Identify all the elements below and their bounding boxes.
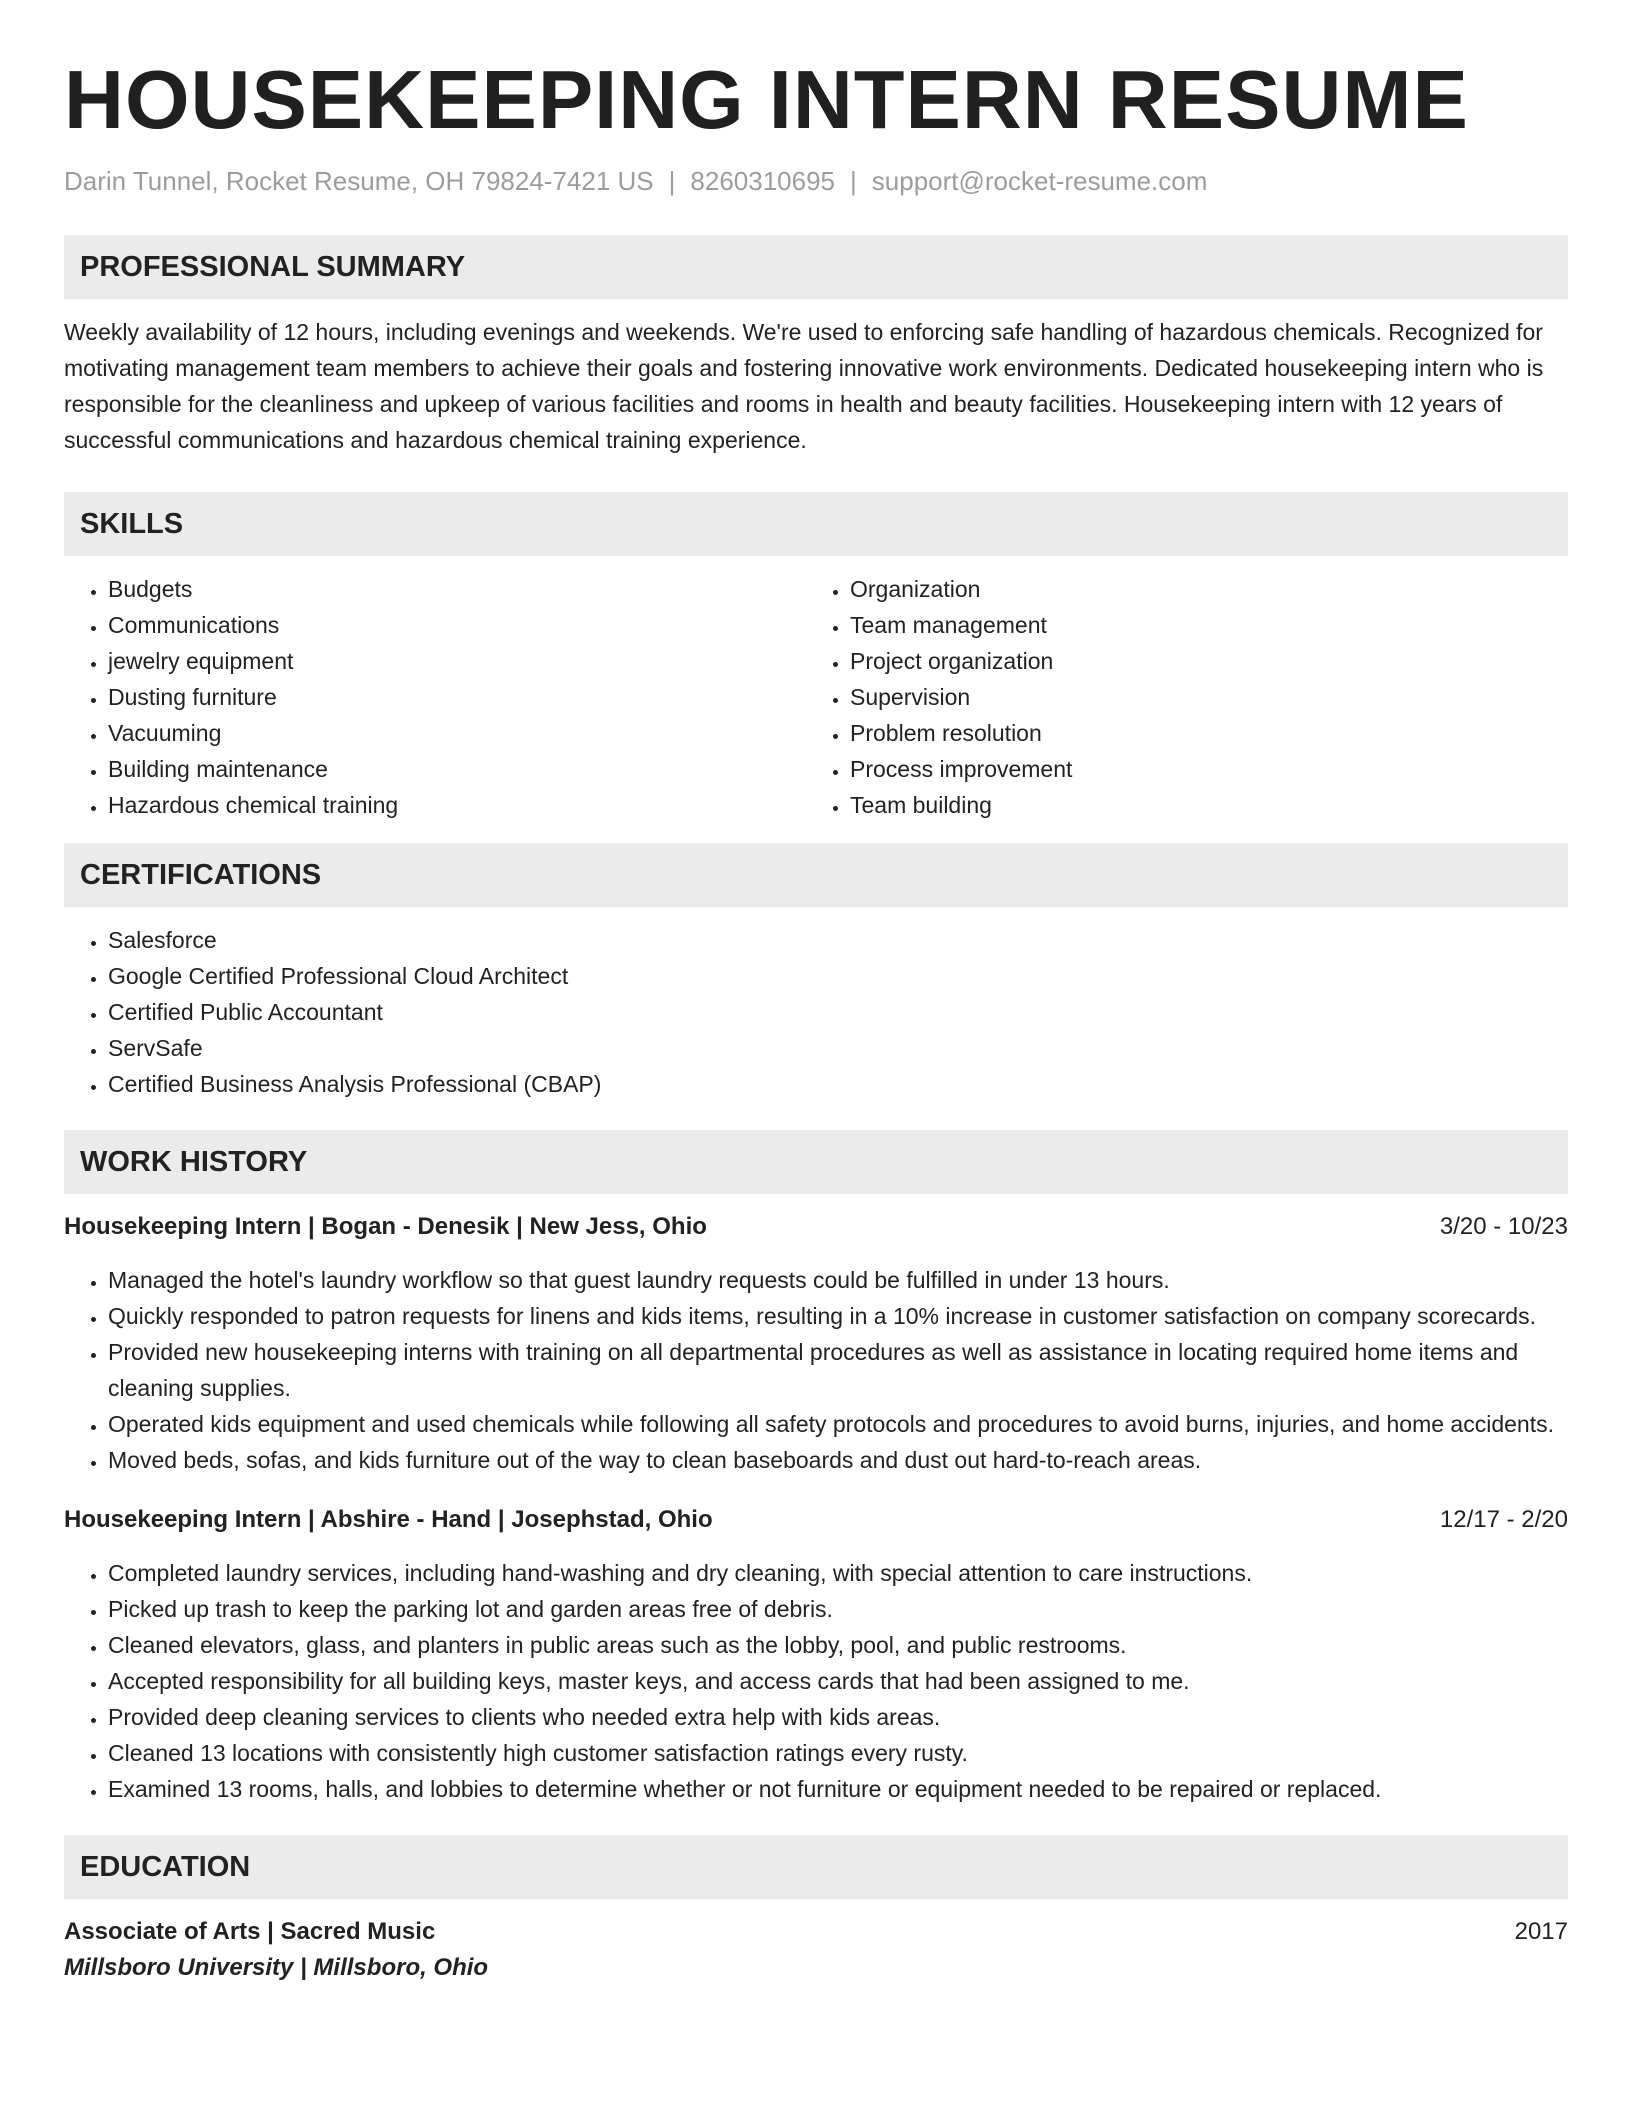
job-bullet: • Operated kids equipment and used chemicals while following all safety protocols and procedures to avoid burns, injuries, and home accidents. <box>108 1406 1568 1442</box>
certification-item: • Certified Public Accountant <box>108 994 1568 1030</box>
certifications-list <box>64 922 1568 1102</box>
job-dates: 12/17 - 2/20 <box>1439 1506 1568 1533</box>
skill-item: • Team management <box>850 607 1548 643</box>
resume-content <box>64 0 1568 1986</box>
job-bullet: • Provided deep cleaning services to clients who needed extra help with kids areas. <box>108 1699 1568 1735</box>
skill-item: • jewelry equipment <box>108 643 806 679</box>
work-history-list <box>64 1209 1568 1807</box>
skill-item: • Process improvement <box>850 751 1548 787</box>
job-dates: 3/20 - 10/23 <box>1439 1213 1568 1240</box>
skills-heading: SKILLS <box>64 492 1568 556</box>
contact-separator: | <box>668 166 676 196</box>
job-bullet: • Quickly responded to patron requests for linens and kids items, resulting in a 10% increase in customer satisfaction on company scorecards. <box>108 1298 1568 1334</box>
contact-address: Darin Tunnel, Rocket Resume, OH 79824-7421 US <box>64 166 654 196</box>
contact-separator: | <box>850 166 857 196</box>
education-degree: Associate of Arts | Sacred Music <box>64 1918 436 1945</box>
job-header <box>64 1209 1568 1245</box>
job-bullet: • Moved beds, sofas, and kids furniture out of the way to clean baseboards and dust out hard-to-reach areas. <box>108 1442 1568 1478</box>
job-bullet: • Examined 13 rooms, halls, and lobbies to determine whether or not furniture or equipment needed to be repaired or replaced. <box>108 1771 1568 1807</box>
education-heading: EDUCATION <box>64 1835 1568 1899</box>
skill-item: • Building maintenance <box>108 751 806 787</box>
job-header <box>64 1502 1568 1538</box>
summary-heading: PROFESSIONAL SUMMARY <box>64 235 1568 299</box>
skill-item: • Problem resolution <box>850 715 1548 751</box>
contact-line <box>64 164 1568 198</box>
job-bullet: • Provided new housekeeping interns with training on all departmental procedures as well as assistance in locating required home items and cleaning supplies. <box>108 1334 1568 1406</box>
job-title: Housekeeping Intern | Bogan - Denesik | New Jess, Ohio <box>64 1213 707 1240</box>
contact-email[interactable]: support@rocket-resume.com <box>871 166 1208 196</box>
certification-item: • Google Certified Professional Cloud Architect <box>108 958 1568 994</box>
skill-item: • Dusting furniture <box>108 679 806 715</box>
job-entry <box>64 1209 1568 1478</box>
skills-list <box>64 571 1568 823</box>
skill-item: • Budgets <box>108 571 806 607</box>
skill-item: • Organization <box>850 571 1548 607</box>
certification-item: • ServSafe <box>108 1030 1568 1066</box>
skills-list-right <box>806 571 1548 823</box>
work-history-heading: WORK HISTORY <box>64 1130 1568 1194</box>
skill-item: • Vacuuming <box>108 715 806 751</box>
job-bullet: • Cleaned elevators, glass, and planters in public areas such as the lobby, pool, and public restrooms. <box>108 1627 1568 1663</box>
education-year: 2017 <box>1514 1918 1568 1945</box>
contact-phone: 8260310695 <box>690 166 836 196</box>
certification-item: • Certified Business Analysis Professional (CBAP) <box>108 1066 1568 1102</box>
skills-column-left <box>64 571 806 823</box>
job-bullet: • Accepted responsibility for all building keys, master keys, and access cards that had been assigned to me. <box>108 1663 1568 1699</box>
job-bullets <box>64 1262 1568 1478</box>
skills-list-left <box>64 571 806 823</box>
skill-item: • Hazardous chemical training <box>108 787 806 823</box>
skill-item: • Project organization <box>850 643 1548 679</box>
job-title: Housekeeping Intern | Abshire - Hand | Josephstad, Ohio <box>64 1506 713 1533</box>
job-bullet: • Picked up trash to keep the parking lot and garden areas free of debris. <box>108 1591 1568 1627</box>
skill-item: • Supervision <box>850 679 1548 715</box>
education-entry <box>64 1914 1568 1950</box>
job-entry <box>64 1502 1568 1807</box>
job-bullet: • Managed the hotel's laundry workflow so that guest laundry requests could be fulfilled in under 13 hours. <box>108 1262 1568 1298</box>
summary-text: Weekly availability of 12 hours, including evenings and weekends. We're used to enforcing safe handling of hazardous chemicals. Recognized for motivating management team members to achieve their goals and fostering innovative work environments. Dedicated housekeeping intern who is responsible for the cleanliness and upkeep of various facilities and rooms in health and beauty facilities. Housekeeping intern with 12 years of successful communications and hazardous chemical training experience. <box>64 319 1544 453</box>
education-school: Millsboro University | Millsboro, Ohio <box>64 1954 489 1981</box>
job-bullet: • Completed laundry services, including hand-washing and dry cleaning, with special attention to care instructions. <box>108 1555 1568 1591</box>
skill-item: • Communications <box>108 607 806 643</box>
job-bullets <box>64 1555 1568 1807</box>
resume-title: HOUSEKEEPING INTERN RESUME <box>64 53 1469 146</box>
skill-item: • Team building <box>850 787 1548 823</box>
skills-column-right <box>806 571 1548 823</box>
certifications-heading: CERTIFICATIONS <box>64 843 1568 907</box>
job-bullet: • Cleaned 13 locations with consistently high customer satisfaction ratings every rusty. <box>108 1735 1568 1771</box>
certification-item: • Salesforce <box>108 922 1568 958</box>
